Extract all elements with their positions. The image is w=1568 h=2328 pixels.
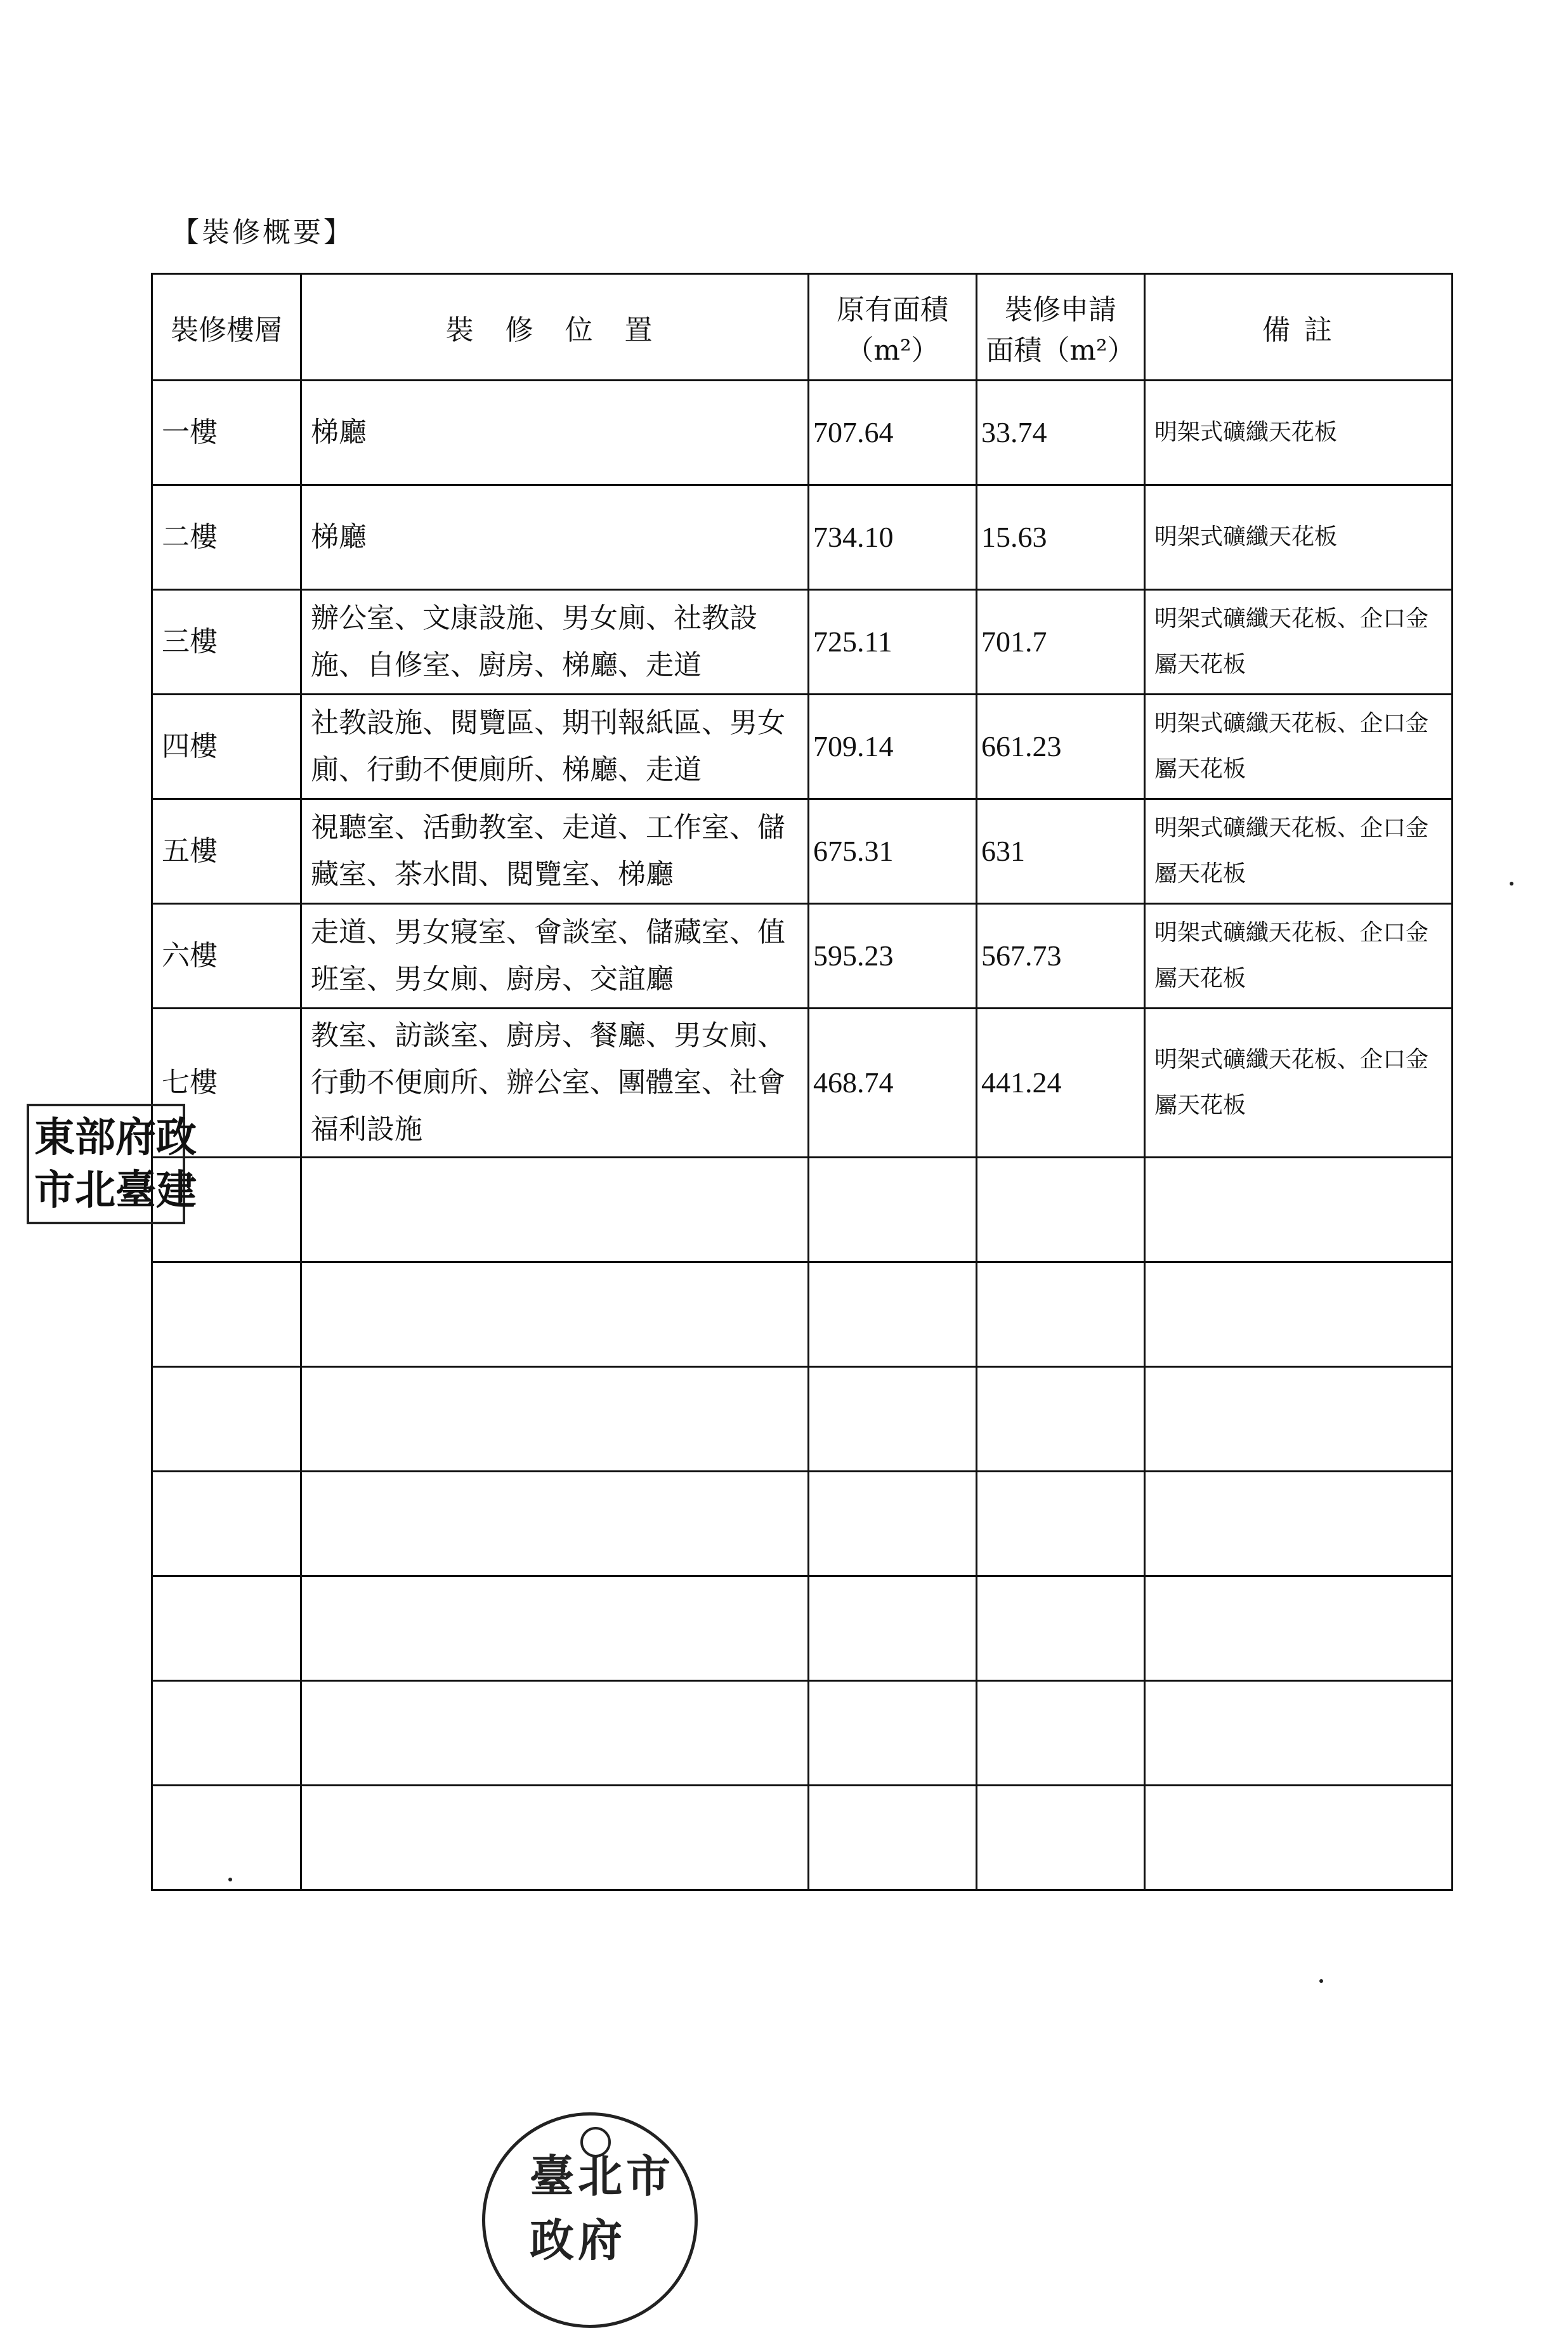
section-title: 【裝修概要】 bbox=[171, 216, 354, 249]
location-cell: 教室、訪談室、廚房、餐廳、男女廁、行動不便廁所、辦公室、團體室、社會福利設施 bbox=[301, 1009, 809, 1158]
empty-cell bbox=[1145, 1472, 1453, 1576]
table-row bbox=[152, 695, 1453, 799]
scan-speck bbox=[1319, 1979, 1323, 1983]
empty-cell bbox=[809, 1262, 977, 1367]
header-location: 裝 修 位 置 bbox=[301, 274, 809, 381]
empty-cell bbox=[809, 1681, 977, 1786]
header-original-area bbox=[809, 274, 977, 381]
empty-cell bbox=[301, 1681, 809, 1786]
original-area-cell: 595.23 bbox=[809, 904, 977, 1009]
scan-speck bbox=[228, 1878, 232, 1881]
empty-row bbox=[152, 1576, 1453, 1681]
apply-area-cell: 33.74 bbox=[977, 381, 1145, 485]
scan-speck bbox=[1510, 882, 1513, 886]
seal-char: 市 bbox=[34, 1166, 75, 1214]
note-cell: 明架式礦纖天花板、企口金屬天花板 bbox=[1145, 1009, 1453, 1158]
header-note: 備 註 bbox=[1145, 274, 1453, 381]
seal-char: 府 bbox=[115, 1113, 156, 1161]
empty-row bbox=[152, 1158, 1453, 1262]
floor-cell: 二樓 bbox=[152, 485, 301, 590]
empty-cell bbox=[152, 1262, 301, 1367]
apply-area-cell: 567.73 bbox=[977, 904, 1145, 1009]
header-original-area-line1: 原有面積 bbox=[837, 293, 948, 326]
empty-cell bbox=[1145, 1262, 1453, 1367]
empty-cell bbox=[152, 1786, 301, 1890]
empty-cell bbox=[977, 1786, 1145, 1890]
seal-char: 東 bbox=[34, 1113, 75, 1161]
seal-char: 部 bbox=[75, 1113, 115, 1161]
header-apply-area bbox=[977, 274, 1145, 381]
empty-cell bbox=[301, 1472, 809, 1576]
official-seal-bottom bbox=[482, 2112, 698, 2328]
floor-cell: 五樓 bbox=[152, 799, 301, 904]
location-cell: 梯廳 bbox=[301, 381, 809, 485]
location-cell: 走道、男女寢室、會談室、儲藏室、值班室、男女廁、廚房、交誼廳 bbox=[301, 904, 809, 1009]
empty-cell bbox=[152, 1472, 301, 1576]
original-area-cell: 734.10 bbox=[809, 485, 977, 590]
official-seal-left bbox=[27, 1104, 197, 1224]
location-cell: 視聽室、活動教室、走道、工作室、儲藏室、茶水間、閱覽室、梯廳 bbox=[301, 799, 809, 904]
empty-cell bbox=[1145, 1576, 1453, 1681]
note-cell: 明架式礦纖天花板、企口金屬天花板 bbox=[1145, 904, 1453, 1009]
floor-cell: 一樓 bbox=[152, 381, 301, 485]
seal-char: 政 bbox=[156, 1113, 197, 1161]
empty-row bbox=[152, 1367, 1453, 1472]
empty-cell bbox=[301, 1262, 809, 1367]
table-row bbox=[152, 799, 1453, 904]
seal-bottom-text: 臺北市政府 bbox=[530, 2150, 674, 2266]
floor-cell: 七樓 bbox=[152, 1009, 301, 1158]
empty-cell bbox=[152, 1576, 301, 1681]
header-apply-area-line1: 裝修申請 bbox=[1005, 293, 1116, 326]
original-area-cell: 709.14 bbox=[809, 695, 977, 799]
table-row bbox=[152, 1009, 1453, 1158]
empty-cell bbox=[809, 1576, 977, 1681]
empty-cell bbox=[301, 1576, 809, 1681]
apply-area-cell: 631 bbox=[977, 799, 1145, 904]
empty-cell bbox=[1145, 1158, 1453, 1262]
table-row bbox=[152, 590, 1453, 695]
floor-cell: 三樓 bbox=[152, 590, 301, 695]
empty-cell bbox=[301, 1367, 809, 1472]
original-area-cell: 707.64 bbox=[809, 381, 977, 485]
empty-cell bbox=[809, 1472, 977, 1576]
apply-area-cell: 441.24 bbox=[977, 1009, 1145, 1158]
empty-cell bbox=[1145, 1367, 1453, 1472]
empty-cell bbox=[1145, 1681, 1453, 1786]
empty-row bbox=[152, 1262, 1453, 1367]
header-apply-area-line2: 面積（m²） bbox=[986, 334, 1135, 367]
table-row bbox=[152, 381, 1453, 485]
note-cell: 明架式礦纖天花板、企口金屬天花板 bbox=[1145, 590, 1453, 695]
empty-cell bbox=[301, 1786, 809, 1890]
empty-cell bbox=[977, 1472, 1145, 1576]
header-floor: 裝修樓層 bbox=[152, 274, 301, 381]
empty-cell bbox=[977, 1576, 1145, 1681]
empty-cell bbox=[977, 1681, 1145, 1786]
table-row bbox=[152, 485, 1453, 590]
note-cell: 明架式礦纖天花板、企口金屬天花板 bbox=[1145, 799, 1453, 904]
seal-char: 建 bbox=[156, 1166, 197, 1214]
note-cell: 明架式礦纖天花板、企口金屬天花板 bbox=[1145, 695, 1453, 799]
original-area-cell: 675.31 bbox=[809, 799, 977, 904]
note-cell: 明架式礦纖天花板 bbox=[1145, 485, 1453, 590]
empty-row bbox=[152, 1472, 1453, 1576]
renovation-summary-table bbox=[151, 273, 1451, 1878]
floor-cell: 六樓 bbox=[152, 904, 301, 1009]
note-cell: 明架式礦纖天花板 bbox=[1145, 381, 1453, 485]
empty-cell bbox=[152, 1681, 301, 1786]
apply-area-cell: 661.23 bbox=[977, 695, 1145, 799]
empty-cell bbox=[301, 1158, 809, 1262]
empty-cell bbox=[1145, 1786, 1453, 1890]
empty-cell bbox=[152, 1367, 301, 1472]
header-original-area-line2: （m²） bbox=[846, 334, 939, 367]
apply-area-cell: 701.7 bbox=[977, 590, 1145, 695]
empty-cell bbox=[977, 1262, 1145, 1367]
summary-table bbox=[151, 273, 1453, 1891]
empty-row bbox=[152, 1681, 1453, 1786]
floor-cell: 四樓 bbox=[152, 695, 301, 799]
location-cell: 社教設施、閱覽區、期刊報紙區、男女廁、行動不便廁所、梯廳、走道 bbox=[301, 695, 809, 799]
table-row bbox=[152, 904, 1453, 1009]
original-area-cell: 468.74 bbox=[809, 1009, 977, 1158]
empty-cell bbox=[977, 1158, 1145, 1262]
empty-row bbox=[152, 1786, 1453, 1890]
header-row bbox=[152, 274, 1453, 381]
location-cell: 梯廳 bbox=[301, 485, 809, 590]
seal-char: 臺 bbox=[115, 1166, 156, 1214]
original-area-cell: 725.11 bbox=[809, 590, 977, 695]
location-cell: 辦公室、文康設施、男女廁、社教設施、自修室、廚房、梯廳、走道 bbox=[301, 590, 809, 695]
empty-cell bbox=[977, 1367, 1145, 1472]
seal-char: 北 bbox=[75, 1166, 115, 1214]
empty-cell bbox=[809, 1786, 977, 1890]
empty-cell bbox=[809, 1367, 977, 1472]
apply-area-cell: 15.63 bbox=[977, 485, 1145, 590]
empty-cell bbox=[809, 1158, 977, 1262]
